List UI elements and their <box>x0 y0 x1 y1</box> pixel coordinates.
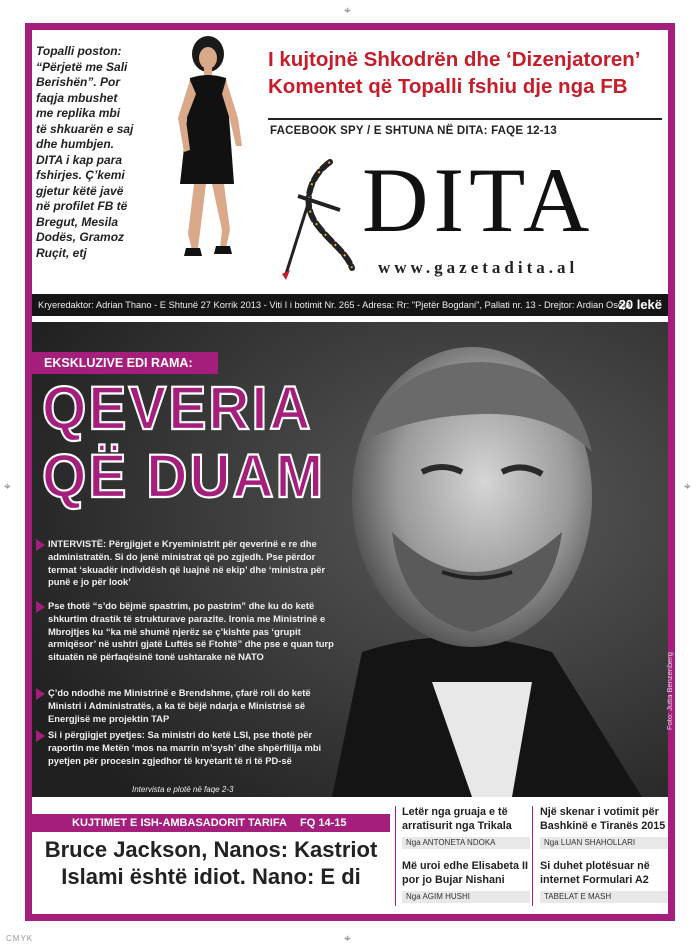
opinion-column-1[interactable] <box>402 806 530 849</box>
jackson-headline-line2: Islami është idiot. Nano: E di <box>61 864 361 889</box>
teaser-line: Bregut, Mesila <box>36 214 119 229</box>
column-byline: Nga LUAN SHAHOLLARI <box>540 837 668 849</box>
teaser-line: “Përjetë me Sali <box>36 59 128 74</box>
teaser-line: dhe humbjen. <box>36 137 114 151</box>
column-title: Më uroi edhe Elisabeta II por jo Bujar Nishani <box>402 860 528 886</box>
crop-mark-bottom: ⌖ <box>344 931 351 945</box>
top-headline[interactable] <box>268 46 640 100</box>
price-label: 20 lekë <box>618 297 662 312</box>
photo-credit: Foto: Jutta Benzenberg <box>665 652 674 730</box>
top-headline-line2: Komentet që Topalli fshiu dje nga FB <box>268 75 628 98</box>
column-byline: Nga ANTONETA NDOKA <box>402 837 530 849</box>
column-title: Letër nga gruaja e të arratisurit nga Trikala <box>402 806 512 832</box>
jackson-headline-line1: Bruce Jackson, Nanos: Kastriot <box>44 837 378 862</box>
teaser-line: fshirjes. Ç’kemi <box>36 168 125 182</box>
bullet-text: INTERVISTË: Përgjigjet e Kryeministrit për qeverinë e re dhe administratën. Si do jenë ministrat që po zgjedh. Pse përdor termat ‘skuadër individësh që luajnë në ekip’ dhe ‘ministra për punë e jo për look’ <box>48 538 326 588</box>
sword-logo-icon <box>280 156 364 282</box>
logo-wordmark[interactable]: DITA <box>362 149 595 251</box>
opinion-column-2[interactable] <box>402 860 530 903</box>
bullet-text: Ç’do ndodhë me Ministrinë e Brendshme, çfarë roli do ketë Ministri i Administratës, a ka të bëjë ndarja e Ministrisë së Energjisë me projektin TAP <box>48 687 311 724</box>
column-divider <box>395 806 396 906</box>
jackson-headline[interactable] <box>32 836 390 890</box>
top-headline-line1: I kujtojnë Shkodrën dhe ‘Dizenjatoren’ <box>268 48 641 71</box>
column-byline: TABELAT E MASH <box>540 891 668 903</box>
masthead-info: Kryeredaktor: Adrian Thano - E Shtunë 27 Korrik 2013 - Viti I i botimit Nr. 265 - Adresa: Rr: "Pjetër Bogdani", Pallati nr. 13 - Drejtor: Ardian Osoja <box>38 300 631 310</box>
topalli-photo <box>150 34 270 266</box>
teaser-line: Ruçit, etj <box>36 245 87 260</box>
main-title-line2[interactable]: QË DUAM <box>42 441 326 511</box>
column-title: Një skenar i votimit për Bashkinë e Tiranës 2015 <box>540 806 666 832</box>
opinion-column-3[interactable] <box>540 806 668 849</box>
print-mark: CMYK <box>6 934 34 943</box>
column-divider <box>532 806 533 906</box>
teaser-line: në profilet FB të <box>36 199 128 213</box>
column-byline: Nga AGIM HUSHI <box>402 891 530 903</box>
facebook-spy-line: FACEBOOK SPY / E SHTUNA NË DITA: FAQE 12-13 <box>270 125 557 137</box>
tarifa-band[interactable] <box>32 814 390 832</box>
crop-mark-top: ⌖ <box>344 3 351 17</box>
crop-mark-left: ⌖ <box>4 479 11 493</box>
tarifa-page: FQ 14-15 <box>300 817 347 829</box>
teaser-line: Berishën”. Por <box>36 75 121 89</box>
continued-note[interactable]: Intervista e plotë në faqe 2-3 <box>132 785 234 794</box>
teaser-line: të shkuarën e saj <box>36 121 134 136</box>
website-url[interactable]: www.gazetadita.al <box>378 258 579 277</box>
bullet-text: Pse thotë “s’do bëjmë spastrim, po pastrim” dhe ku do ketë shkurtim drastik të strukturave parazite. Ironia me Ministrinë e Mbrojtjes ku “ka më shumë njerëz se ç’kishte pas ‘grupit armiqësor’ në ushtri gjatë Luftës së Ftohtë” dhe pse e quan turp situatën në përfaqësinë tonë ushtarake në NATO <box>48 600 334 663</box>
teaser-line: faqja mbushet <box>36 90 118 105</box>
triangle-icon <box>36 688 45 700</box>
column-title: Si duhet plotësuar në internet Formulari A2 <box>540 860 650 886</box>
exclusive-kicker <box>32 352 218 374</box>
teaser-line: Dodës, Gramoz <box>36 230 125 244</box>
crop-mark-right: ⌖ <box>684 479 691 493</box>
front-page <box>32 30 674 914</box>
teaser-line: gjetur këtë javë <box>36 183 124 198</box>
triangle-icon <box>36 601 45 613</box>
tarifa-label: KUJTIMET E ISH-AMBASADORIT TARIFA <box>72 817 287 829</box>
divider <box>268 118 662 120</box>
teaser-line: Topalli poston: <box>36 44 122 58</box>
teaser-text[interactable] <box>36 44 146 261</box>
main-title-line1[interactable]: QEVERIA <box>42 373 313 443</box>
kicker-text: EKSKLUZIVE EDI RAMA: <box>44 356 193 370</box>
teaser-line: DITA i kap para <box>36 152 123 167</box>
bullet-text: Si i përgjigjet pyetjes: Sa ministri do ketë LSI, pse thotë për raportin me Metën ‘mos na marrin m’sysh’ dhe shpërfillja mbi pyetjen për procesin zgjedhor të kryetarit të ri të PD-së <box>48 729 322 766</box>
masthead-bar <box>32 294 668 316</box>
teaser-line: me replika mbi <box>36 106 121 120</box>
triangle-icon <box>36 730 45 742</box>
opinion-column-4[interactable] <box>540 860 668 903</box>
triangle-icon <box>36 539 45 551</box>
